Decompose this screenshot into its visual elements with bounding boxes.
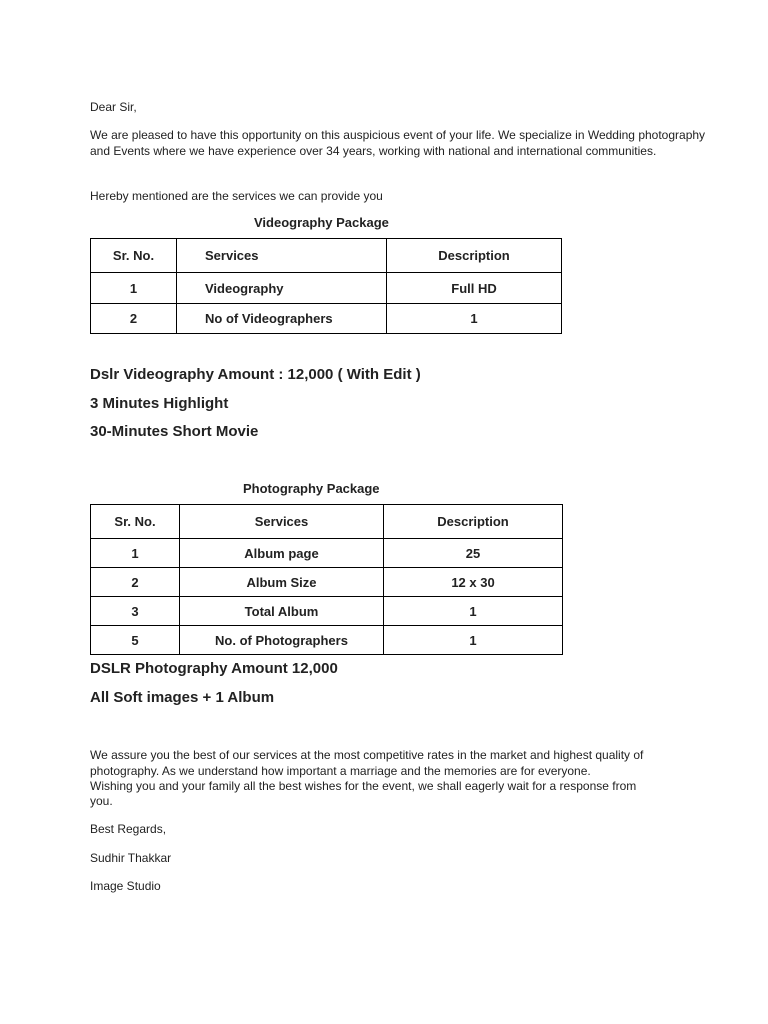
header-services: Services (180, 505, 384, 539)
table-row (91, 626, 563, 655)
closing-line-4: you. (90, 794, 113, 808)
header-sr-no: Sr. No. (91, 239, 177, 273)
table-header-row (91, 239, 562, 273)
closing-line-1: We assure you the best of our services at the most competitive rates in the market and highest quality of (90, 748, 644, 762)
header-services: Services (177, 239, 387, 273)
table-row (91, 568, 563, 597)
cell-sr-no: 2 (91, 304, 177, 334)
cell-sr-no: 5 (91, 626, 180, 655)
videography-short-movie: 30-Minutes Short Movie (90, 423, 259, 440)
cell-description: 12 x 30 (384, 568, 563, 597)
photography-table (90, 504, 563, 655)
table-row (91, 539, 563, 568)
header-description: Description (387, 239, 562, 273)
cell-service: Album page (180, 539, 384, 568)
cell-service: No of Videographers (177, 304, 387, 334)
header-description: Description (384, 505, 563, 539)
cell-sr-no: 1 (91, 273, 177, 304)
videography-highlight: 3 Minutes Highlight (90, 395, 229, 412)
cell-service: Videography (177, 273, 387, 304)
company-name: Image Studio (90, 879, 161, 893)
photography-extras: All Soft images + 1 Album (90, 689, 275, 706)
cell-service: Album Size (180, 568, 384, 597)
table-header-row (91, 505, 563, 539)
closing-line-3: Wishing you and your family all the best wishes for the event, we shall eagerly wait for a response from (90, 779, 637, 793)
photography-amount: DSLR Photography Amount 12,000 (90, 660, 338, 677)
cell-description: 25 (384, 539, 563, 568)
videography-amount: Dslr Videography Amount : 12,000 ( With Edit ) (90, 366, 421, 383)
closing-line-2: photography. As we understand how important a marriage and the memories are for everyone. (90, 764, 591, 778)
table-row (91, 597, 563, 626)
header-sr-no: Sr. No. (91, 505, 180, 539)
cell-sr-no: 3 (91, 597, 180, 626)
videography-table (90, 238, 562, 334)
intro-line-2: and Events where we have experience over 34 years, working with national and international communities. (90, 144, 657, 158)
cell-description: 1 (384, 597, 563, 626)
cell-description: 1 (384, 626, 563, 655)
table-row (91, 273, 562, 304)
best-regards: Best Regards, (90, 822, 167, 836)
photography-caption: Photography Package (243, 481, 380, 496)
salutation: Dear Sir, (90, 100, 137, 114)
cell-service: No. of Photographers (180, 626, 384, 655)
table-row (91, 304, 562, 334)
cell-description: 1 (387, 304, 562, 334)
cell-service: Total Album (180, 597, 384, 626)
cell-sr-no: 1 (91, 539, 180, 568)
intro-line-1: We are pleased to have this opportunity on this auspicious event of your life. We specialize in Wedding photography (90, 128, 706, 142)
services-intro: Hereby mentioned are the services we can provide you (90, 189, 383, 203)
cell-description: Full HD (387, 273, 562, 304)
cell-sr-no: 2 (91, 568, 180, 597)
signer-name: Sudhir Thakkar (90, 851, 172, 865)
videography-caption: Videography Package (254, 215, 389, 230)
